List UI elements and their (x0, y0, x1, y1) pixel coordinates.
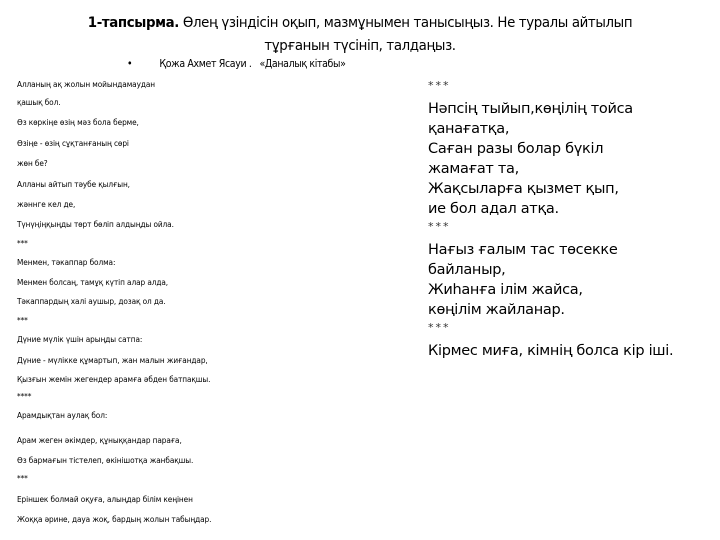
task-label: 1-тапсырма. (87, 15, 180, 31)
stanza-separator: *** (428, 79, 451, 92)
poem-line: Дүние мүлік үшін арыңды сатпа: (17, 335, 143, 344)
task-heading (56, 12, 663, 58)
poem-line: Өз көркіңе өзің мәз бола берме, (17, 118, 139, 127)
poem-line: Еріншек болмай оқуға, алыңдар білім кеңінен (17, 495, 193, 504)
poem-line: Нағыз ғалым тас төсекке (428, 242, 618, 258)
poem-line: Жоққа әрине, дауа жоқ, бардың жолын табыңдар. (17, 515, 212, 524)
poem-line: қашық бол. (17, 98, 61, 107)
poem-line: Өзіңе - өзің сұқтанғаның сөрі (17, 139, 129, 148)
stanza-separator: *** (17, 316, 28, 325)
poem-line: Менмен болсаң, тамұқ күтіп алар алда, (17, 278, 169, 287)
poem-line: Нәпсің тыйып,көңілің тойса (428, 101, 633, 117)
stanza-separator: **** (17, 392, 32, 401)
poem-line: көңілім жайланар. (428, 302, 565, 318)
poem-line: Қызғын жемін жегендер арамға әбден батпақшы. (17, 375, 211, 384)
task-instruction: Өлең үзіндісін оқып, мазмұнымен танысыңыз. Не туралы айтылып тұрғанын түсініп, талдаңыз. (179, 15, 633, 54)
stanza-separator: *** (428, 321, 451, 334)
poem-line: Өз бармағын тістелеп, өкінішотқа жанбақшы. (17, 456, 194, 465)
poem-line: Түнүңіңқыңды төрт бөліп алдыңды ойла. (17, 220, 174, 229)
poem-line: Дүние - мүлікке құмартып, жан малын жиғандар, (17, 356, 208, 365)
stanza-separator: *** (428, 220, 451, 233)
bullet-icon: • (127, 58, 133, 70)
poem-line: Саған разы болар бүкіл (428, 141, 604, 157)
poem-right-column (428, 78, 718, 361)
poem-source (127, 58, 346, 70)
poem-line: Тәкаппардың халі аушыр, дозақ ол да. (17, 297, 166, 306)
poem-line: Кірмес миға, кімнің болса кір іші. (428, 343, 674, 359)
poem-line: Арам жеген әкімдер, құныққандар параға, (17, 436, 182, 445)
stanza-separator: *** (17, 239, 28, 248)
poem-line: Менмен, тәкаппар болма: (17, 258, 116, 267)
poem-line: жамағат та, (428, 161, 519, 177)
poem-line: Алланы айтып тәубе қылғын, (17, 180, 130, 189)
poem-line: Арамдықтан аулақ бол: (17, 411, 108, 420)
poem-author: Қожа Ахмет Ясауи . (159, 58, 252, 70)
poem-line: байланыр, (428, 262, 506, 278)
poem-line: Алланың ақ жолын мойындамаудан (17, 80, 156, 89)
poem-line: қанағатқа, (428, 121, 510, 137)
poem-line: ие бол адал атқа. (428, 201, 559, 217)
stanza-separator: *** (17, 474, 28, 483)
poem-line: Жақсыларға қызмет қып, (428, 181, 619, 197)
poem-book-title: «Даналық кітабы» (259, 58, 346, 70)
poem-line: жәннге кел де, (17, 200, 76, 209)
poem-line: жөн бе? (17, 159, 48, 168)
poem-line: Жиһанға ілім жайса, (428, 282, 583, 298)
